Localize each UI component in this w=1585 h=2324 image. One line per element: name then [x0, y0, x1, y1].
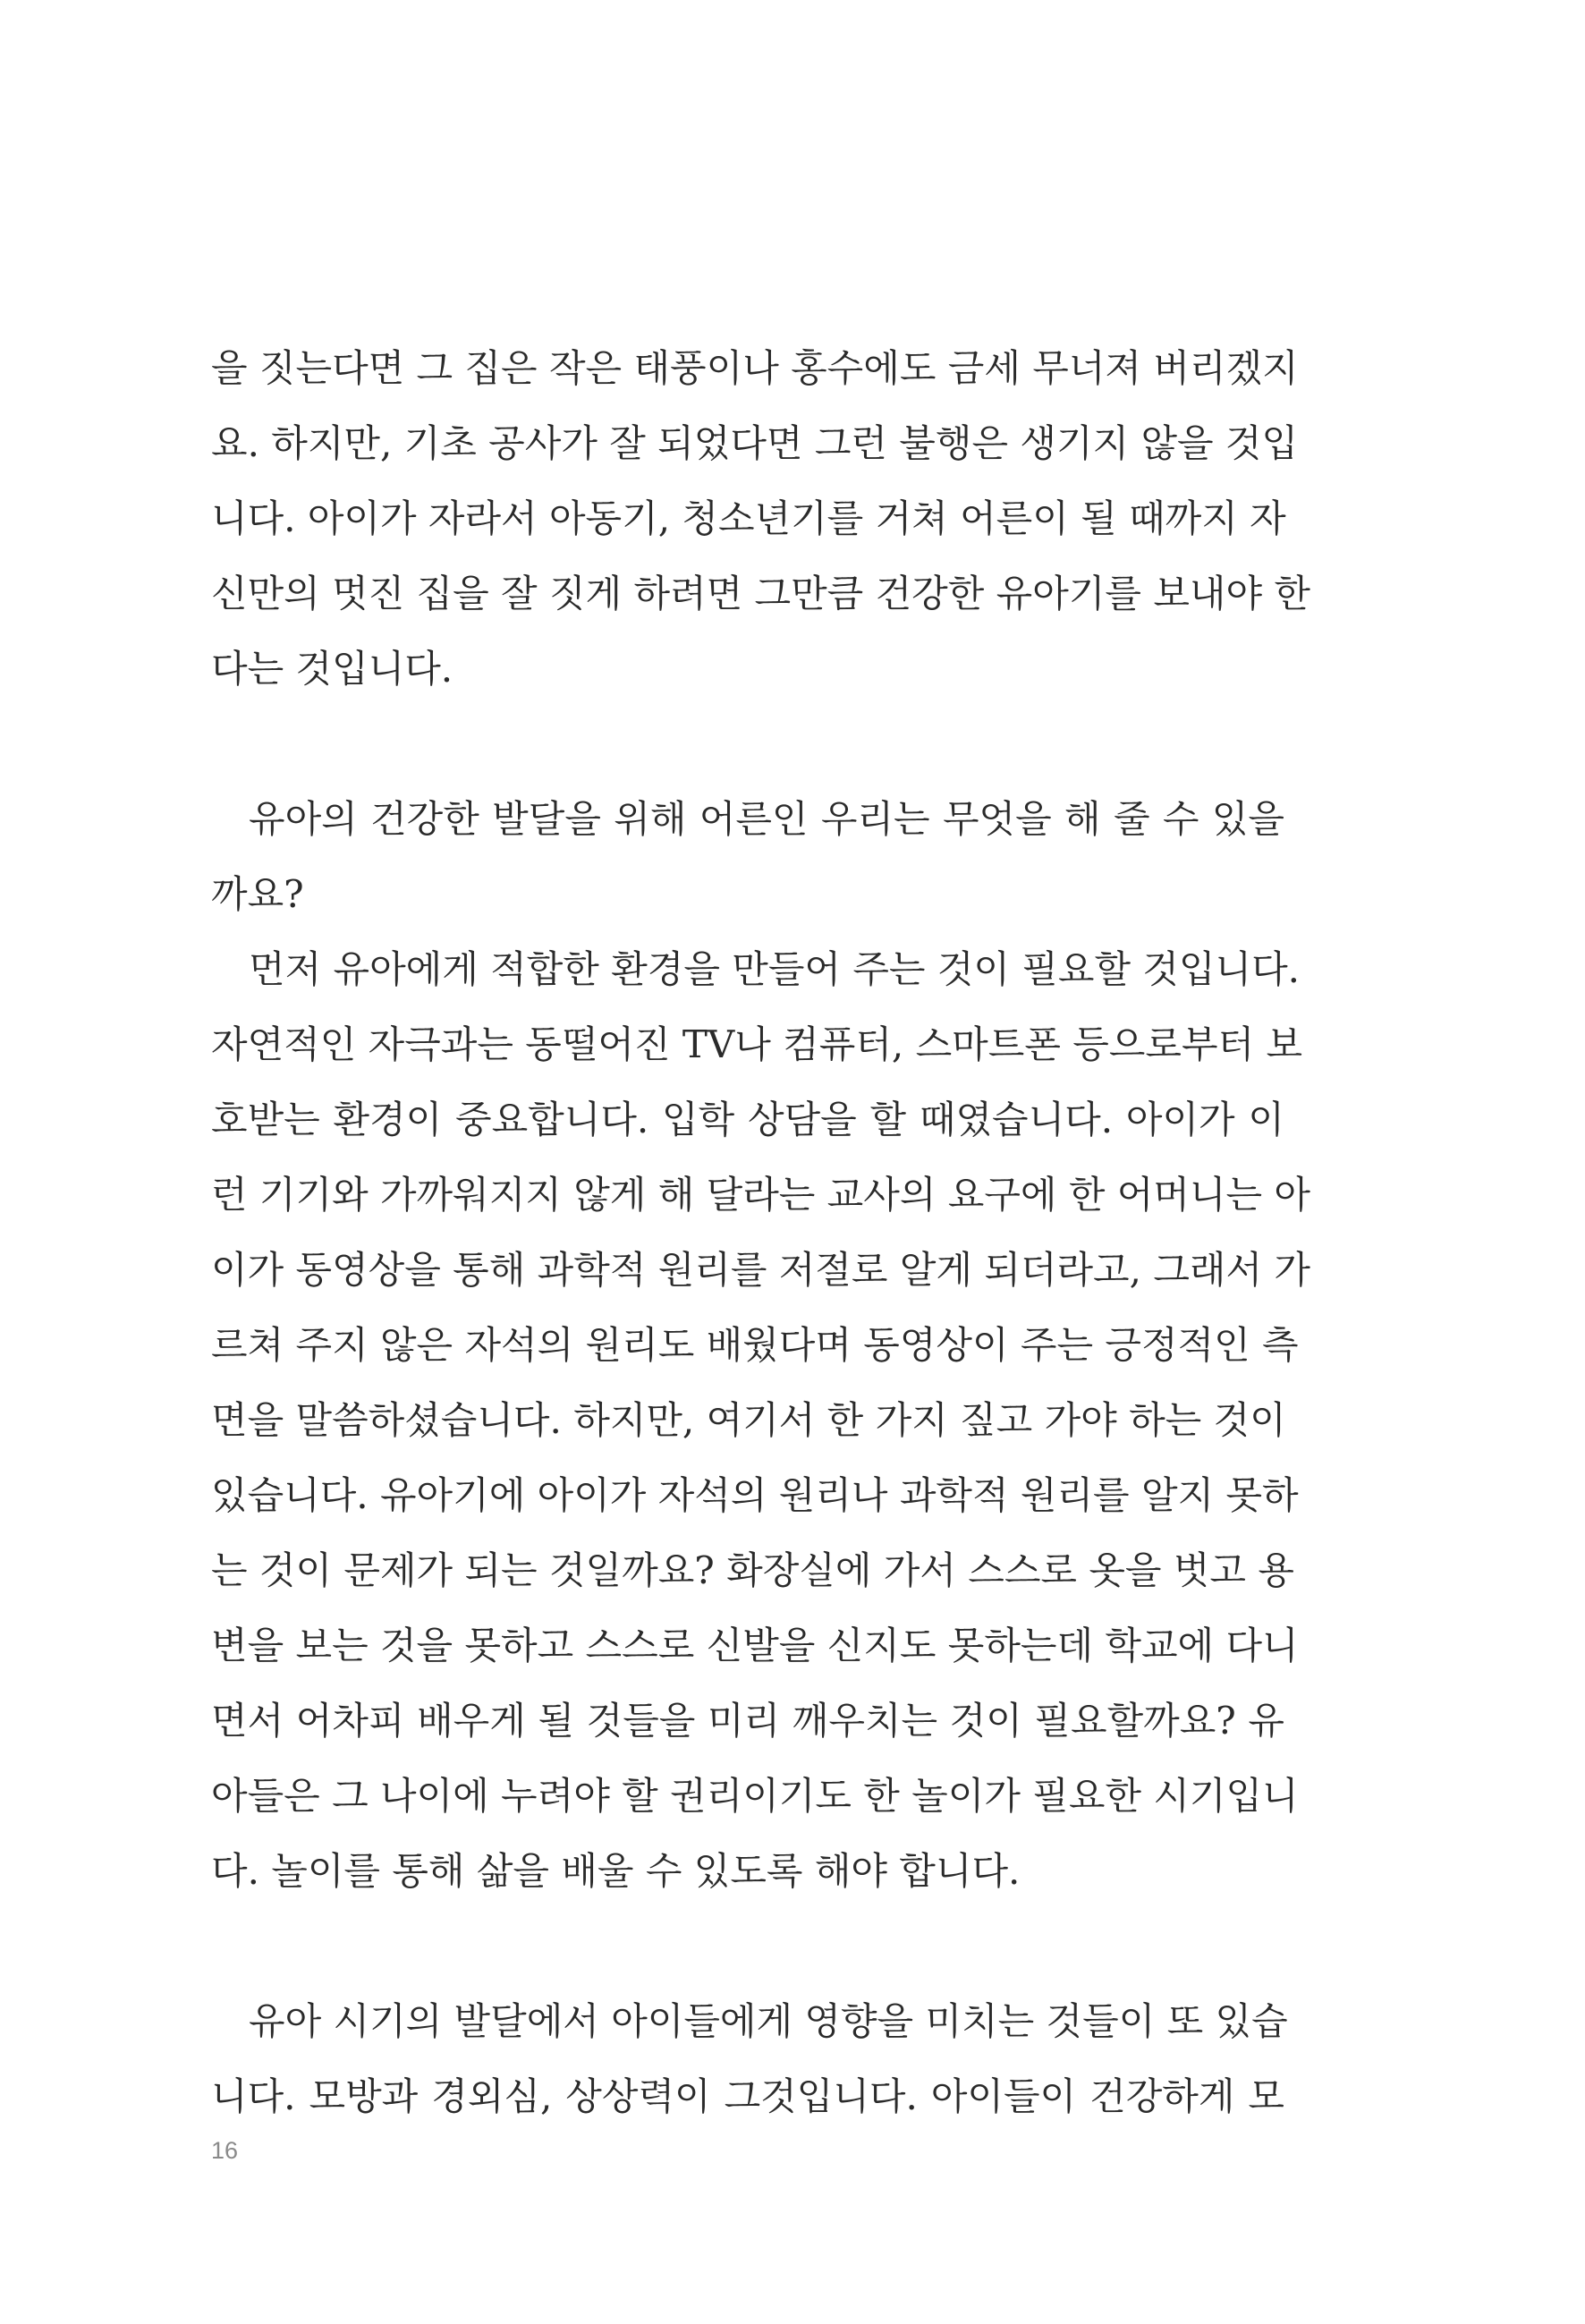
- page-number: 16: [211, 2137, 239, 2164]
- text-line: 유아의 건강한 발달을 위해 어른인 우리는 무엇을 해 줄 수 있을: [249, 797, 1284, 841]
- text-line: 까요?: [211, 872, 304, 916]
- text-line: 다. 놀이를 통해 삶을 배울 수 있도록 해야 합니다.: [211, 1849, 1021, 1893]
- text-line: 아들은 그 나이에 누려야 할 권리이기도 한 놀이가 필요한 시기입니: [211, 1774, 1299, 1818]
- text-line: 호받는 환경이 중요합니다. 입학 상담을 할 때였습니다. 아이가 이: [211, 1098, 1284, 1141]
- text-line: 변을 보는 것을 못하고 스스로 신발을 신지도 못하는데 학교에 다니: [211, 1624, 1299, 1667]
- text-line: 이가 동영상을 통해 과학적 원리를 저절로 알게 되더라고, 그래서 가: [211, 1248, 1310, 1292]
- text-line: 먼저 유아에게 적합한 환경을 만들어 주는 것이 필요할 것입니다.: [249, 947, 1301, 991]
- text-line: 니다. 모방과 경외심, 상상력이 그것입니다. 아이들이 건강하게 모: [211, 2074, 1284, 2118]
- text-line: 다는 것입니다.: [211, 647, 453, 691]
- text-line: 르쳐 주지 않은 자석의 원리도 배웠다며 동영상이 주는 긍정적인 측: [211, 1323, 1299, 1367]
- text-line: 신만의 멋진 집을 잘 짓게 하려면 그만큼 건강한 유아기를 보내야 한: [211, 572, 1310, 615]
- text-line: 요. 하지만, 기초 공사가 잘 되었다면 그런 불행은 생기지 않을 것입: [211, 421, 1299, 465]
- paragraph-gap: [211, 707, 1284, 782]
- body-text: [211, 331, 1310, 2134]
- text-line: 런 기기와 가까워지지 않게 해 달라는 교사의 요구에 한 어머니는 아: [211, 1173, 1310, 1217]
- text-line: 유아 시기의 발달에서 아이들에게 영향을 미치는 것들이 또 있습: [249, 1999, 1288, 2043]
- text-line: 면을 말씀하셨습니다. 하지만, 여기서 한 가지 짚고 가야 하는 것이: [211, 1398, 1286, 1442]
- text-line: 니다. 아이가 자라서 아동기, 청소년기를 거쳐 어른이 될 때까지 자: [211, 496, 1286, 540]
- paragraph-gap: [211, 1909, 1284, 1984]
- text-line: 을 짓는다면 그 집은 작은 태풍이나 홍수에도 금세 무너져 버리겠지: [211, 346, 1299, 390]
- text-line: 자연적인 자극과는 동떨어진 TV나 컴퓨터, 스마트폰 등으로부터 보: [211, 1022, 1303, 1066]
- text-line: 있습니다. 유아기에 아이가 자석의 원리나 과학적 원리를 알지 못하: [211, 1473, 1299, 1517]
- text-line: 는 것이 문제가 되는 것일까요? 화장실에 가서 스스로 옷을 벗고 용: [211, 1548, 1294, 1592]
- text-line: 면서 어차피 배우게 될 것들을 미리 깨우치는 것이 필요할까요? 유: [211, 1699, 1284, 1743]
